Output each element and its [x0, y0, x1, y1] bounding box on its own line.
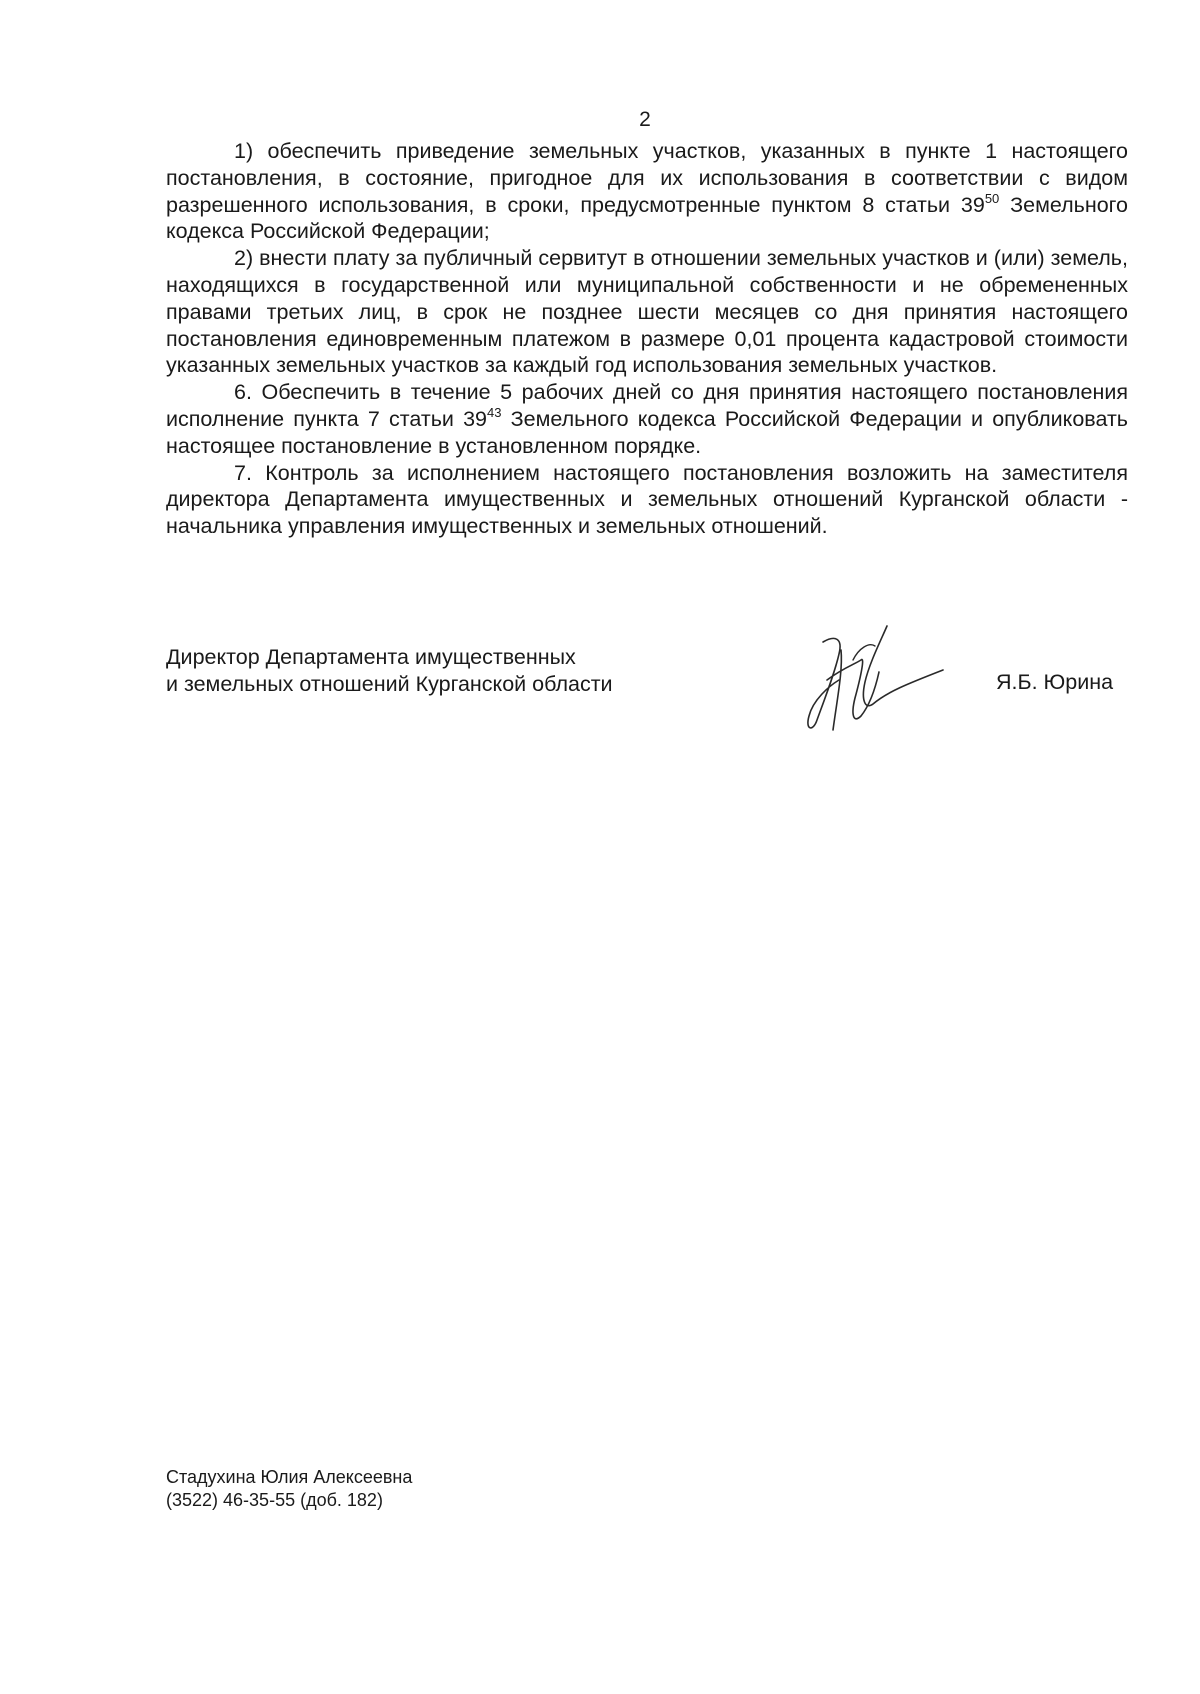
signatory-title-line-1: Директор Департамента имущественных: [166, 645, 576, 669]
paragraph-clause-7: 7. Контроль за исполнением настоящего постановления возложить на заместителя директора Департамента имущественных и земельных отношений Курганской области - начальника управления имущественных и земельных отношений.: [166, 460, 1128, 539]
article-superscript-50: 50: [984, 190, 1000, 206]
paragraph-clause-6: [166, 379, 1128, 459]
page-number: 2: [639, 108, 651, 131]
article-superscript-43: 43: [487, 404, 502, 420]
paragraph-item-1-text: 1) обеспечить приведение земельных участков, указанных в пункте 1 настоящего постановления, в состояние, пригодное для их использования в соответствии с видом разрешенного использования, в сроки, предусмотренные пунктом 8 статьи 39: [166, 139, 1128, 217]
paragraph-clause-6-text: 6. Обеспечить в течение 5 рабочих дней со дня принятия настоящего постановления исполнение пункта 7 статьи 39: [166, 380, 1128, 431]
paragraph-item-2: 2) внести плату за публичный сервитут в отношении земельных участков и (или) земель, находящихся в государственной или муниципальной собственности и не обремененных правами третьих лиц, в срок не позднее шести месяцев со дня принятия настоящего постановления единовременным платежом в размере 0,01 процента кадастровой стоимости указанных земельных участков за каждый год использования земельных участков.: [166, 246, 1128, 378]
executor-name: Стадухина Юлия Алексеевна: [166, 1467, 413, 1487]
signatory-title: [166, 644, 613, 698]
paragraph-item-1: [166, 138, 1128, 245]
signatory-title-line-2: и земельных отношений Курганской области: [166, 672, 613, 696]
signatory-name: Я.Б. Юрина: [996, 670, 1114, 694]
executor-phone: (3522) 46-35-55 (доб. 182): [166, 1490, 383, 1510]
paragraph-clause-6-tail: Земельного кодекса Российской Федерации и опубликовать настоящее постановление в установленном порядке.: [166, 406, 1129, 458]
document-body: [166, 138, 1128, 540]
executor-contact: [166, 1466, 412, 1512]
handwritten-signature: [795, 620, 945, 740]
paragraph-item-1-tail: Земельного кодекса Российской Федерации;: [166, 192, 1128, 244]
